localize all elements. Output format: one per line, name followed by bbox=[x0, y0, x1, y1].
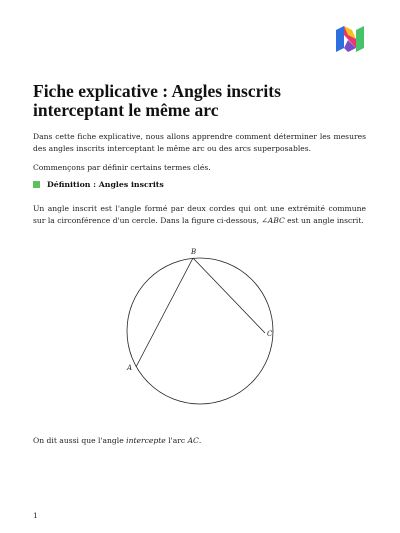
circle bbox=[127, 258, 273, 404]
label-b: B bbox=[191, 248, 197, 256]
definition-text-before: Un angle inscrit est l'angle formé par deux cordes qui ont une extrémité commune sur la circonférence d'un cercle. Dans la figure ci-dessous, bbox=[33, 204, 366, 225]
label-c: C bbox=[267, 330, 273, 338]
closing-arc: AC bbox=[187, 436, 199, 445]
label-a: A bbox=[127, 364, 133, 372]
inscribed-angle-figure bbox=[115, 246, 285, 406]
page-title: Fiche explicative : Angles inscrits interceptant le même arc bbox=[33, 81, 281, 120]
green-square-icon bbox=[33, 181, 40, 188]
angle-name: ABC bbox=[267, 215, 285, 225]
definition-paragraph bbox=[33, 203, 366, 226]
definition-text-after: est un angle inscrit. bbox=[284, 215, 364, 225]
closing-paragraph bbox=[33, 435, 366, 447]
closing-middle: l'arc bbox=[165, 436, 188, 445]
chord-ba bbox=[136, 258, 193, 367]
nagwa-logo-icon bbox=[334, 26, 366, 52]
chord-bc bbox=[193, 258, 265, 333]
closing-end: . bbox=[198, 436, 202, 445]
closing-verb: intercepte bbox=[126, 436, 166, 445]
definition-heading-label: Définition : Angles inscrits bbox=[47, 180, 164, 189]
definition-heading bbox=[33, 179, 164, 190]
intro-paragraph: Dans cette fiche explicative, nous allons apprendre comment déterminer les mesures des angles inscrits interceptant le même arc ou des arcs superposables. bbox=[33, 132, 366, 153]
closing-before: On dit aussi que l'angle bbox=[33, 436, 127, 445]
angle-symbol: ∠ bbox=[261, 215, 268, 225]
lead-paragraph: Commençons par définir certains termes clés. bbox=[33, 163, 211, 172]
page-number: 1 bbox=[33, 511, 38, 520]
